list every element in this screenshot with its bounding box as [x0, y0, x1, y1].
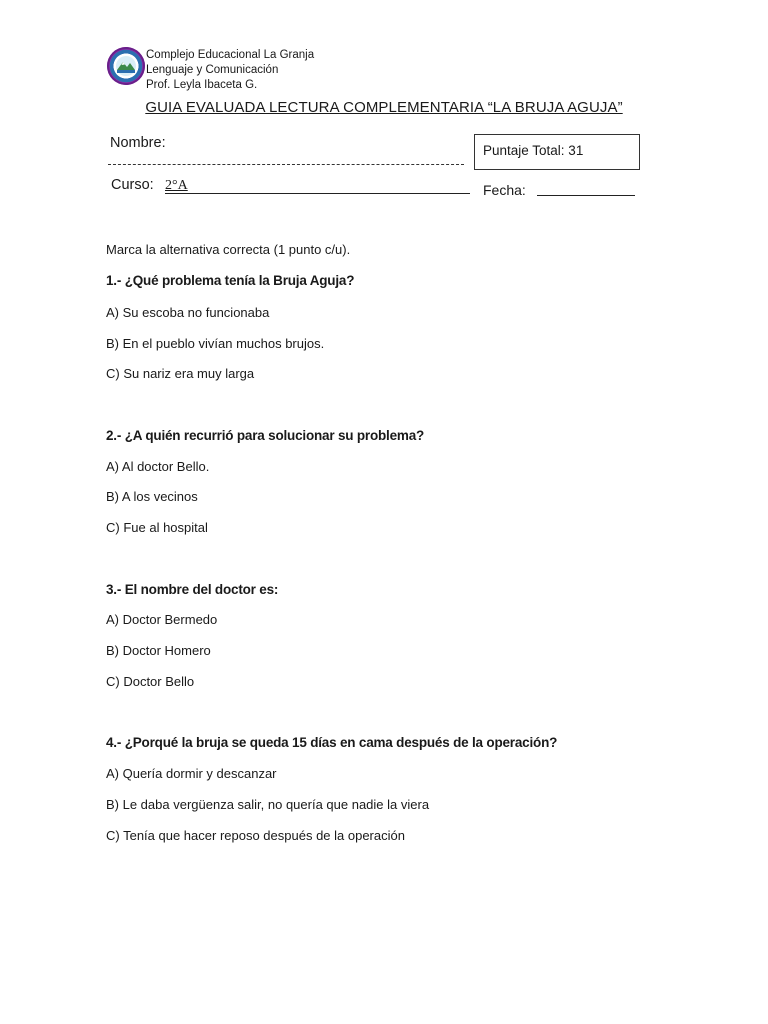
nombre-line[interactable]: [108, 164, 464, 165]
mountain-icon: [107, 47, 145, 85]
question-2: 2.- ¿A quién recurrió para solucionar su problema?: [106, 428, 425, 443]
question-4-option-a[interactable]: A) Quería dormir y descanzar: [106, 766, 277, 781]
fecha-label: Fecha:: [483, 182, 526, 198]
question-2-option-c[interactable]: C) Fue al hospital: [106, 520, 208, 535]
school-name: Complejo Educacional La Granja: [146, 49, 315, 61]
question-1-option-a[interactable]: A) Su escoba no funcionaba: [106, 305, 270, 320]
instruction-text: Marca la alternativa correcta (1 punto c/u).: [106, 242, 351, 257]
curso-value: 2°A: [165, 178, 188, 193]
nombre-label: Nombre:: [110, 135, 166, 151]
question-3-option-b[interactable]: B) Doctor Homero: [106, 643, 211, 658]
question-2-option-a[interactable]: A) Al doctor Bello.: [106, 459, 210, 474]
question-3-option-c[interactable]: C) Doctor Bello: [106, 674, 195, 689]
curso-line: [165, 193, 470, 194]
puntaje-box: [474, 134, 640, 170]
school-logo: [107, 47, 145, 85]
school-info: [146, 48, 314, 93]
puntaje-label: Puntaje Total: 31: [483, 143, 584, 158]
page-title: GUIA EVALUADA LECTURA COMPLEMENTARIA “LA BRUJA AGUJA”: [145, 99, 623, 116]
question-4-option-c[interactable]: C) Tenía que hacer reposo después de la operación: [106, 828, 405, 843]
question-4-option-b[interactable]: B) Le daba vergüenza salir, no quería que nadie la viera: [106, 797, 430, 812]
subject-name: Lenguaje y Comunicación: [146, 64, 279, 76]
question-1-option-c[interactable]: C) Su nariz era muy larga: [106, 366, 255, 381]
question-2-option-b[interactable]: B) A los vecinos: [106, 489, 198, 504]
fecha-line[interactable]: [537, 195, 635, 196]
question-3: 3.- El nombre del doctor es:: [106, 582, 279, 597]
curso-label: Curso:: [111, 177, 154, 193]
teacher-name: Prof. Leyla Ibaceta G.: [146, 79, 258, 91]
question-1: 1.- ¿Qué problema tenía la Bruja Aguja?: [106, 273, 355, 288]
question-1-option-b[interactable]: B) En el pueblo vivían muchos brujos.: [106, 336, 325, 351]
question-4: 4.- ¿Porqué la bruja se queda 15 días en cama después de la operación?: [106, 735, 558, 750]
question-3-option-a[interactable]: A) Doctor Bermedo: [106, 612, 218, 627]
